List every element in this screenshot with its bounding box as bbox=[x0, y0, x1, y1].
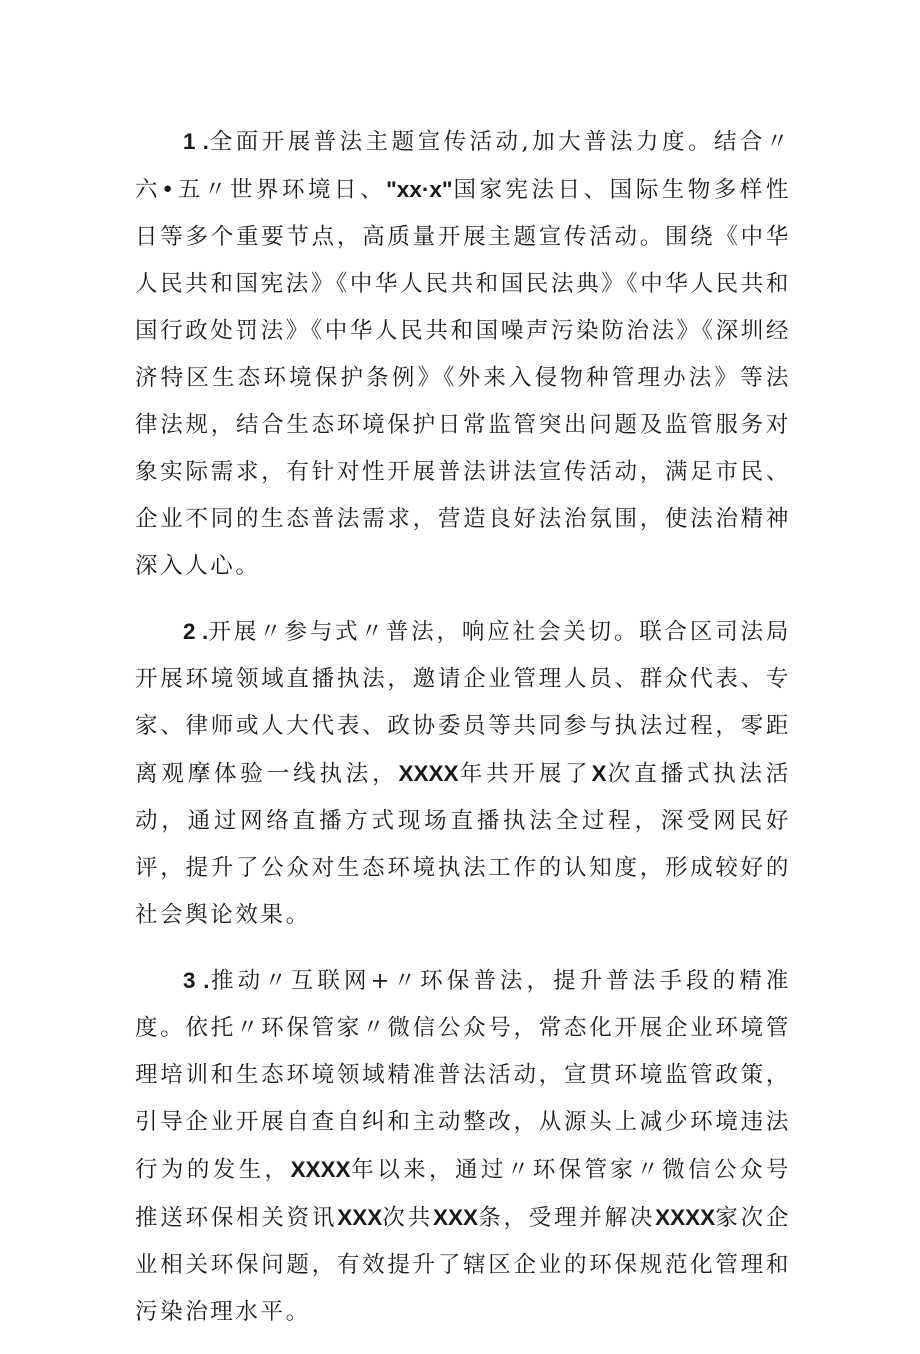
paragraph-3-text: 次共 bbox=[382, 1205, 433, 1231]
paragraph-3 bbox=[135, 957, 791, 1336]
paragraph-1-text: 国家宪法日、国际生物多样性日等多个重要节点，高质量开展主题宣传活动。围绕《中华人民共和国宪法》《中华人民共和国民法典》《中华人民共和国行政处罚法》《中华人民共和国噪声污染防治法》《深圳经济特区生态环境保护条例》《外来入侵物种管理办法》等法律法规，结合生态环境保护日常监管突出问题及监管服务对象实际需求，有针对性开展普法讲法宣传活动，满足市民、企业不同的生态普法需求，营造良好法治氛围，使法治精神深入人心。 bbox=[135, 177, 791, 579]
paragraph-2-text: 年共开展了 bbox=[458, 761, 592, 787]
paragraph-3-count-placeholder: XXX bbox=[432, 1205, 479, 1230]
paragraph-3-number: 3 . bbox=[183, 968, 210, 993]
paragraph-1-text: 全面开展普法主题宣传活动,加大普法力度。结合〃六•五〃世界环境日、 bbox=[135, 129, 791, 203]
paragraph-1 bbox=[135, 118, 791, 590]
document-body bbox=[135, 118, 791, 1354]
paragraph-2 bbox=[135, 608, 791, 939]
paragraph-3-text: 家次企业相关环保问题，有效提升了辖区企业的环保规范化管理和污染治理水平。 bbox=[135, 1205, 791, 1325]
paragraph-2-number: 2 . bbox=[183, 619, 209, 644]
paragraph-2-year-placeholder: XXXX bbox=[398, 761, 459, 786]
paragraph-3-text: 年以来，通过〃环保管家〃微信公众号推送环保相关资讯 bbox=[135, 1157, 791, 1231]
paragraph-3-text: 推动〃互联网+〃环保普法，提升普法手段的精准度。依托〃环保管家〃微信公众号，常态化开展企业环境管理培训和生态环境领域精准普法活动，宣贯环境监管政策，引导企业开展自查自纠和主动整改，从源头上减少环境违法行为的发生， bbox=[135, 968, 791, 1183]
paragraph-3-text: 条，受理并解决 bbox=[478, 1205, 656, 1231]
paragraph-2-text: 开展〃参与式〃普法，响应社会关切。联合区司法局开展环境领域直播执法，邀请企业管理人员、群众代表、专家、律师或人大代表、政协委员等共同参与执法过程，零距离观摩体验一线执法， bbox=[135, 619, 791, 787]
paragraph-3-year-placeholder: XXXX bbox=[290, 1157, 351, 1182]
paragraph-2-text: 次直播式执法活动，通过网络直播方式现场直播执法全过程，深受网民好评，提升了公众对生态环境执法工作的认知度，形成较好的社会舆论效果。 bbox=[135, 761, 791, 928]
paragraph-2-count-placeholder: X bbox=[591, 761, 607, 786]
paragraph-1-date-placeholder: "xx·x" bbox=[386, 177, 453, 202]
paragraph-3-count-placeholder: XXX bbox=[337, 1205, 383, 1230]
paragraph-1-number: 1 . bbox=[183, 129, 209, 154]
paragraph-3-count-placeholder: XXXX bbox=[655, 1205, 716, 1230]
